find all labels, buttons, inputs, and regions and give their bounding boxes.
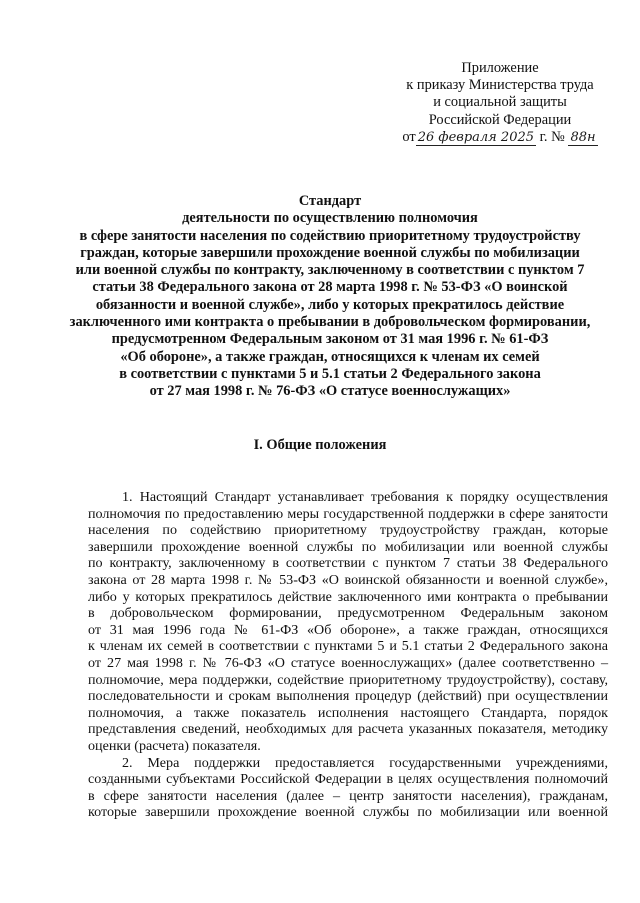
- paragraph-1-line: полномочие, мера поддержки, содействие приоритетному трудоустройству), составу,: [88, 671, 608, 688]
- section-body: [88, 489, 608, 821]
- document-title: [50, 193, 610, 401]
- order-reference: [400, 129, 600, 146]
- title-line: статьи 38 Федерального закона от 28 марта 1998 г. № 53-ФЗ «О воинской: [92, 279, 568, 296]
- title-line: или военной службы по контракту, заключенному в соответствии с пунктом 7: [75, 262, 585, 279]
- paragraph-2-line: которые завершили прохождение военной службы по мобилизации или военной: [88, 804, 608, 821]
- title-line: в соответствии с пунктами 5 и 5.1 статьи 2 Федерального закона: [119, 365, 541, 382]
- title-line: обязанности и военной службе», либо у которых прекратилось действие: [95, 296, 565, 313]
- paragraph-1-line: 1. Настоящий Стандарт устанавливает требования к порядку осуществления: [122, 489, 608, 505]
- paragraph-1-line: от 31 мая 1996 года № 61-ФЗ «Об обороне», а также граждан, относящихся: [88, 621, 608, 638]
- paragraph-1-line: к членам их семей в соответствии с пунктами 5 и 5.1 статьи 2 Федерального закона: [88, 638, 608, 655]
- title-line: от 27 мая 1998 г. № 76-ФЗ «О статусе военнослужащих»: [149, 383, 511, 400]
- appendix-order-line: к приказу Министерства труда: [406, 77, 594, 94]
- paragraph-1-line: закона от 28 марта 1998 г. № 53-ФЗ «О воинской обязанности и военной службе»,: [88, 571, 608, 588]
- date-prefix: от: [402, 128, 416, 145]
- paragraph-1-line: представления сведений, необходимых для расчета указанных показателя, методику: [88, 721, 608, 738]
- title-line: деятельности по осуществлению полномочия: [182, 210, 478, 227]
- title-line: граждан, которые завершили прохождение военной службы по мобилизации: [80, 244, 580, 261]
- appendix-country-line: Российской Федерации: [428, 111, 572, 128]
- title-line: заключенного ими контракта о пребывании в добровольческом формировании,: [69, 314, 591, 331]
- paragraph-2-line: 2. Мера поддержки предоставляется государственными учреждениями,: [122, 754, 608, 771]
- number-prefix: г. №: [539, 128, 565, 145]
- paragraph-2-line: созданными субъектами Российской Федерации в целях осуществления полномочий: [88, 771, 608, 788]
- paragraph-1-line: населения по содействию приоритетному трудоустройству граждан, которые: [88, 522, 608, 539]
- paragraph-1-line: последовательности и срокам выполнения процедур (действий) при осуществлении: [88, 688, 608, 705]
- paragraph-1-line: полномочия, а также показатель исполнения настоящего Стандарта, порядок: [88, 704, 608, 721]
- title-line: «Об обороне», а также граждан, относящихся к членам их семей: [120, 348, 540, 365]
- paragraph-1-line: оценки (расчета) показателя.: [88, 737, 261, 754]
- paragraph-1-line: от 27 мая 1998 г. № 76-ФЗ «О статусе военнослужащих» (далее соответственно –: [88, 654, 608, 671]
- paragraph-2-line: в сфере занятости населения (далее – центр занятости населения), гражданам,: [88, 787, 608, 804]
- section-heading: I. Общие положения: [253, 437, 387, 453]
- paragraph-1-line: в добровольческом формировании, предусмотренном Федеральным законом: [88, 605, 608, 622]
- title-line: предусмотренном Федеральным законом от 31 мая 1996 г. № 61-ФЗ: [111, 331, 549, 348]
- paragraph-1-line: завершили прохождение военной службы по мобилизации или военной службы: [88, 538, 608, 555]
- title-line: в сфере занятости населения по содействию приоритетному трудоустройству: [79, 227, 581, 244]
- appendix-label: Приложение: [461, 60, 539, 76]
- order-number-handwritten: 88н: [570, 129, 596, 145]
- paragraph-1-line: либо у которых прекратилось действие заключенного ими контракта о пребывании: [88, 588, 608, 605]
- order-date-handwritten: 26 февраля 2025: [417, 129, 535, 145]
- paragraph-1-line: полномочия по предоставлению меры государственной поддержки в сфере занятости: [88, 505, 608, 522]
- paragraph-1-line: по контракту, заключенному в соответствии с пунктом 7 статьи 38 Федерального: [88, 555, 608, 572]
- appendix-ministry-line: и социальной защиты: [433, 94, 567, 111]
- appendix-header: [400, 60, 600, 146]
- title-line: Стандарт: [298, 193, 362, 209]
